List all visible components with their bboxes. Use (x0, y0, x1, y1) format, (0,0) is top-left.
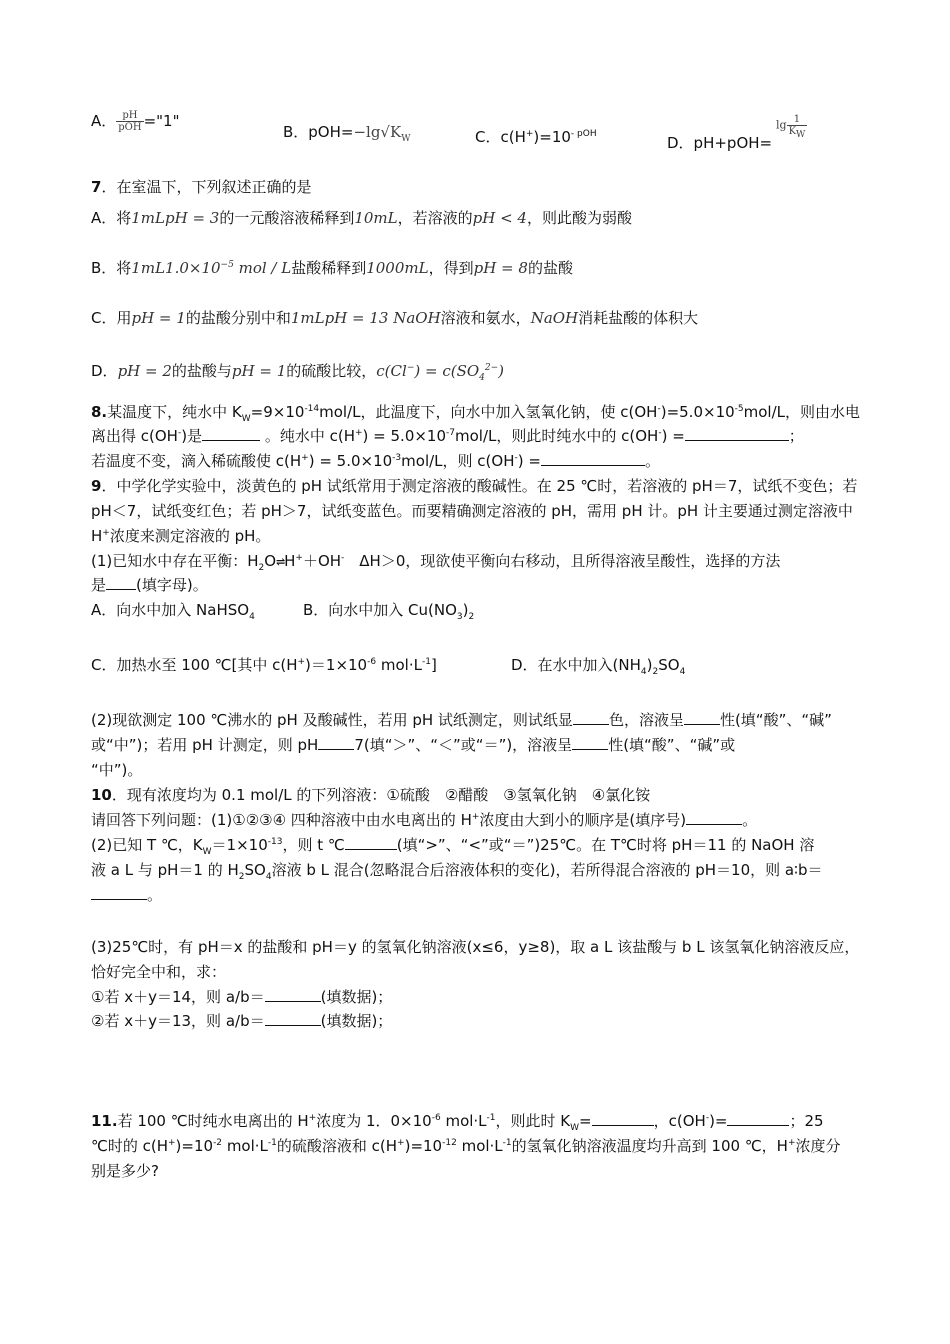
answer-blank[interactable] (686, 810, 742, 825)
q9-line-3: H+浓度来测定溶液的 pH。 (91, 527, 271, 545)
answer-blank[interactable] (684, 710, 720, 725)
answer-blank[interactable] (685, 426, 789, 441)
q6-option-c: C．$c(H^+)=10^{- pOH}$ (475, 128, 597, 146)
answer-blank[interactable] (727, 1111, 789, 1126)
q9-option-d: D．在水中加入$(NH_4)_2SO_4$ (511, 656, 686, 677)
q10-part3-line-2: 恰好完全中和，求： (91, 963, 227, 981)
answer-blank[interactable] (573, 710, 609, 725)
q11-line-3: 别是多少? (91, 1162, 159, 1180)
q10-part3-line-3: ①若 x＋y＝14，则 a/b＝ (填数据)； (91, 988, 393, 1006)
q6-option-b: B．$pOH=-\lg√K_W$ (283, 123, 411, 144)
q10-line-4: 液 a L 与 pH＝1 的 $H_2SO_4$溶液 b L 混合(忽略混合后溶液体积的变化)，若所得混合溶液的 pH＝10，则 a∶b＝ (91, 861, 823, 882)
q7-option-c: C．用pH = 1的盐酸分别中和1mLpH = 13 NaOH溶液和氨水，NaOH消耗盐酸的体积大 (91, 309, 699, 327)
q7-option-b: B．将$1mL1.0\times 10^{-5}$ mol / L盐酸稀释到1000mL，得到pH = 8的盐酸 (91, 259, 573, 277)
q8-line-1: 8.某温度下，纯水中 $K_W=9\times 10^{-14}mol/L$，此温度下，向水中加入氢氧化钠，使 $c(OH^-)=5.0\times 10^{-5}mol/L$，则由水电 (91, 403, 861, 424)
q6-option-a: A． $\frac{pH}{\text{pOH}}$ ="1" (91, 110, 180, 133)
equilibrium-arrow-icon: ⇌ (276, 552, 285, 570)
q7-option-d: D．pH = 2的盐酸与pH = 1的硫酸比较，$c(Cl^-) = c(SO_4^{2-})$ (91, 362, 505, 383)
q6-option-d-math: lg $\frac{1}{K_W}$ (776, 114, 806, 140)
q7-option-a: A．将1mLpH = 3的一元酸溶液稀释到10mL，若溶液的pH < 4，则此酸为弱酸 (91, 209, 632, 227)
answer-blank[interactable] (265, 1011, 321, 1026)
q10-line-1: 10．现有浓度均为 0.1 mol/L 的下列溶液：①硫酸 ②醋酸 ③氢氧化钠 ④氯化铵 (91, 786, 651, 804)
q8-line-3: 若温度不变，滴入稀硫酸使 $c(H^+) = 5.0\times 10^{-3}mol/L$，则 c(OH-) = 。 (91, 452, 660, 470)
q9-option-c: C．加热水至 100 ℃[其中 $c(H^+)=1\times 10^{-6}$ $mol\cdot L^{-1}$] (91, 656, 437, 674)
q10-line-2: 请回答下列问题：(1)①②③④ 四种溶液中由水电离出的 H+浓度由大到小的顺序是(填序号) 。 (91, 811, 758, 829)
answer-blank[interactable] (106, 575, 136, 590)
answer-blank[interactable] (572, 735, 608, 750)
answer-blank[interactable] (202, 426, 260, 441)
q9-option-a: A．向水中加入 NaHSO$_4$ (91, 601, 255, 622)
answer-blank[interactable] (592, 1111, 654, 1126)
q11-line-2: ℃时的 $c(H^+)=10^{-2}$ $mol\cdot L^{-1}$的硫酸溶液和 $c(H^+)=10^{-12}$ $mol\cdot L^{-1}$的氢氧化钠溶液温度均升高到 100 ℃，H+浓度分 (91, 1137, 841, 1155)
q10-part3-line-4: ②若 x＋y＝13，则 a/b＝ (填数据)； (91, 1012, 393, 1030)
answer-blank[interactable] (318, 735, 354, 750)
q7-stem: 7．在室温下，下列叙述正确的是 (91, 178, 312, 196)
q9-part1-line-2: 是 (填字母)。 (91, 576, 208, 594)
q9-line-1: 9．中学化学实验中，淡黄色的 pH 试纸常用于测定溶液的酸碱性。在 25 ℃时，若溶液的 pH＝7，试纸不变色；若 (91, 477, 858, 495)
q11-line-1: 11.若 100 ℃时纯水电离出的 H+浓度为 1．$0\times 10^{-6}$ $mol\cdot L^{-1}$，则此时 $K_W=$ ，c(OH-)= ；25 (91, 1112, 824, 1133)
answer-blank[interactable] (541, 451, 645, 466)
q10-line-5: 。 (91, 884, 162, 906)
q6-a-fraction: $\frac{pH}{\text{pOH}}$ (118, 110, 142, 133)
q9-part2-line-2: 或“中”)；若用 pH 计测定，则 pH 7(填“＞”、“＜”或“＝”)，溶液呈 性(填“酸”、“碱”或 (91, 736, 736, 754)
q9-line-2: pH＜7，试纸变红色；若 pH＞7，试纸变蓝色。而要精确测定溶液的 pH，需用 pH 计。pH 计主要通过测定溶液中 (91, 502, 853, 520)
q9-option-b: B．向水中加入 $Cu(NO_3)_2$ (303, 601, 475, 622)
q9-part1-line-1: (1)已知水中存在平衡：$H_2O\rightleftharpoons H^++OH^-$ ΔH＞0，现欲使平衡向右移动，且所得溶液呈酸性，选择的方法 (91, 552, 781, 573)
q8-line-2: 离出得 c(OH-)是 。纯水中 $c(H^+) = 5.0\times 10^{-7}mol/L$，则此时纯水中的 c(OH-) = ； (91, 427, 804, 445)
q10-line-3: (2)已知 T ℃，$K_W=1\times 10^{-13}$，则 t ℃ (填“>”、“<”或“＝”)25℃。在 T℃时将 pH＝11 的 NaOH 溶 (91, 836, 815, 857)
answer-blank[interactable] (91, 885, 147, 900)
q9-part2-line-1: (2)现欲测定 100 ℃沸水的 pH 及酸碱性，若用 pH 试纸测定，则试纸显 色，溶液呈 性(填“酸”、“碱” (91, 711, 832, 729)
answer-blank[interactable] (265, 987, 321, 1002)
q10-part3-line-1: (3)25℃时，有 pH＝x 的盐酸和 pH＝y 的氢氧化钠溶液(x≤6，y≥8)，取 a L 该盐酸与 b L 该氢氧化钠溶液反应， (91, 938, 860, 956)
q6-option-d: D．pH+pOH= (667, 134, 773, 152)
q9-part2-line-3: “中”)。 (91, 761, 143, 779)
answer-blank[interactable] (345, 835, 397, 850)
